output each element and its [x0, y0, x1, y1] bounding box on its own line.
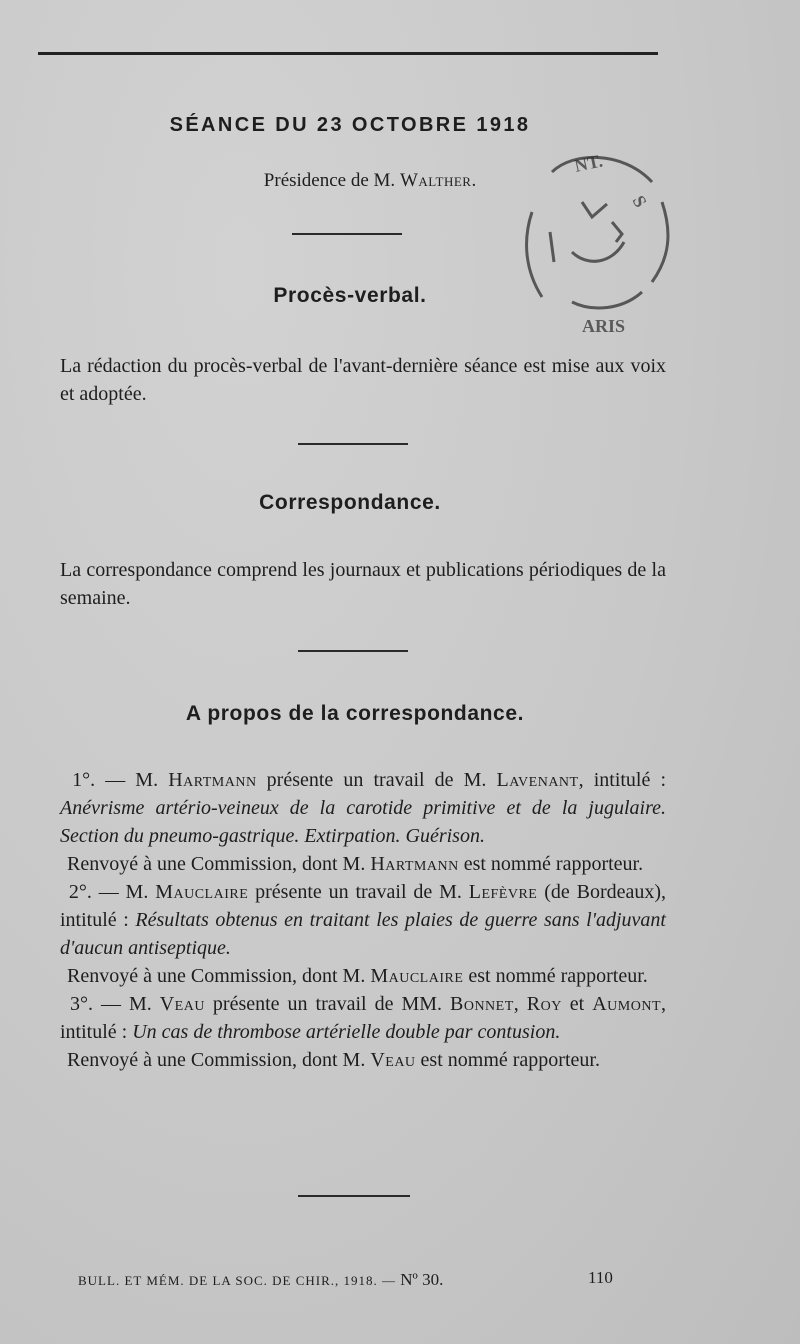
- item-2-renvoi: [60, 962, 666, 990]
- item-3-mid: présente un travail de MM.: [204, 993, 450, 1015]
- item-3-author-3: Aumont: [592, 993, 662, 1015]
- item-2-renvoi-prefix: Renvoyé à une Commission, dont M.: [67, 965, 371, 987]
- item-1-presenter: Hartmann: [168, 769, 257, 791]
- item-1-renvoi-prefix: Renvoyé à une Commission, dont M.: [67, 853, 371, 875]
- item-3-num: 3°. — M.: [69, 993, 160, 1015]
- item-3-renvoi-suffix: est nommé rapporteur.: [415, 1049, 600, 1071]
- president-name: Walther: [399, 170, 472, 191]
- item-2-author: Lefèvre: [468, 881, 538, 903]
- item-3-sep-2: et: [561, 993, 593, 1015]
- proces-verbal-text: [60, 352, 666, 408]
- item-1-intitule: , intitulé :: [578, 769, 667, 791]
- svg-text:S: S: [628, 192, 651, 211]
- divider-4: [298, 1195, 410, 1197]
- divider-2: [298, 443, 408, 445]
- item-1-renvoi-name: Hartmann: [370, 853, 459, 875]
- divider-3: [298, 650, 408, 652]
- item-1-renvoi: [60, 850, 666, 878]
- item-1-num: 1°. — M.: [72, 769, 169, 791]
- correspondance-text: [60, 556, 666, 612]
- item-3-author-1: Bonnet: [450, 993, 514, 1015]
- item-2-presenter: Mauclaire: [155, 881, 249, 903]
- heading-a-propos: A propos de la correspondance.: [185, 702, 525, 725]
- stamp-text: Bibliothèque Paris: [512, 142, 520, 143]
- item-3-renvoi-prefix: Renvoyé à une Commission, dont M.: [67, 1049, 371, 1071]
- item-1: [60, 766, 666, 850]
- item-3-renvoi: [60, 1046, 666, 1074]
- presidence-suffix: .: [471, 170, 477, 191]
- item-3-renvoi-name: Veau: [370, 1049, 416, 1071]
- presidence-prefix: Présidence de M.: [263, 170, 400, 191]
- item-1-title: Anévrisme artério-veineux de la carotide primitive et de la jugulaire. Section du pneumo-gastrique. Extirpation. Guérison.: [60, 797, 666, 847]
- svg-text:ARIS: ARIS: [582, 316, 626, 332]
- item-2-title: Résultats obtenus en traitant les plaies de guerre sans l'adjuvant d'aucun antiseptique.: [60, 909, 666, 959]
- footer-journal: BULL. ET MÉM. DE LA SOC. DE CHIR., 1918. —: [78, 1273, 401, 1288]
- item-3-sep-1: ,: [513, 993, 527, 1015]
- seance-title: SÉANCE DU 23 OCTOBRE 1918: [169, 114, 531, 136]
- top-rule: [38, 52, 658, 55]
- page-number: 110: [588, 1268, 613, 1287]
- item-2-mid: présente un travail de M.: [248, 881, 469, 903]
- item-1-author: Lavenant: [496, 769, 579, 791]
- correspondance-paragraph: La correspondance comprend les journaux et publications périodiques de la semaine.: [60, 559, 666, 609]
- footer-number: Nº 30.: [400, 1270, 444, 1289]
- svg-text:NT.: NT.: [572, 150, 605, 176]
- item-2: [60, 878, 666, 962]
- proces-verbal-paragraph: La rédaction du procès-verbal de l'avant-dernière séance est mise aux voix et adoptée.: [60, 355, 666, 405]
- item-1-mid: présente un travail de M.: [256, 769, 497, 791]
- page-footer: [78, 1270, 443, 1290]
- item-3-presenter: Veau: [159, 993, 205, 1015]
- item-3-author-2: Roy: [526, 993, 562, 1015]
- item-3-intitule: , intitulé :: [60, 993, 667, 1043]
- item-3: [60, 990, 666, 1046]
- item-1-renvoi-suffix: est nommé rapporteur.: [458, 853, 644, 875]
- item-2-num: 2°. — M.: [68, 881, 156, 903]
- a-propos-items: [60, 766, 666, 1074]
- item-2-renvoi-suffix: est nommé rapporteur.: [463, 965, 648, 987]
- item-2-place: (de Bordeaux), intitulé :: [60, 881, 667, 931]
- item-2-renvoi-name: Mauclaire: [370, 965, 464, 987]
- heading-correspondance: Correspondance.: [259, 491, 441, 514]
- divider-1: [292, 233, 402, 235]
- heading-proces-verbal: Procès-verbal.: [273, 284, 427, 307]
- item-3-title: Un cas de thrombose artérielle double par contusion.: [132, 1021, 561, 1043]
